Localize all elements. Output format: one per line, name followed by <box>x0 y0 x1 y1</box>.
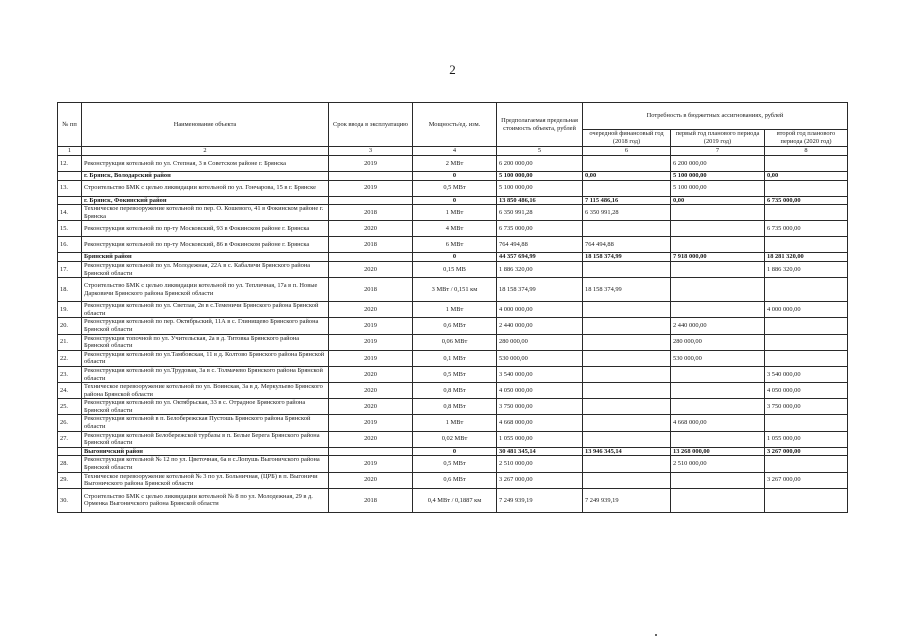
object-name: Реконструкция котельной по ул. Степная, 3 в Советском районе г. Брянска <box>82 156 329 172</box>
need-2020: 1 886 320,00 <box>765 261 848 277</box>
row-number <box>58 447 82 456</box>
commission-year <box>329 253 413 262</box>
column-number: 1 <box>58 147 82 156</box>
need-2018 <box>583 431 671 447</box>
header-2020: второй год планового периода (2020 год) <box>765 130 848 147</box>
object-name: Реконструкция котельной № 12 по ул. Цветочная, 6а в с.Лопушь Выгоничского района Брянской области <box>82 456 329 472</box>
need-2018 <box>583 261 671 277</box>
commission-year: 2019 <box>329 180 413 196</box>
capacity: 0 <box>413 172 497 181</box>
capacity: 0,15 МВ <box>413 261 497 277</box>
object-name: Реконструкция котельной по пр-ту Московский, 86 в Фокинском районе г. Брянска <box>82 237 329 253</box>
commission-year: 2020 <box>329 366 413 382</box>
object-name: Выгоничский район <box>82 447 329 456</box>
object-name: Реконструкция котельной по пер. Октябрьский, 11А в с. Глинищево Брянского района Брянской области <box>82 318 329 334</box>
need-2019: 530 000,00 <box>671 350 765 366</box>
need-2019 <box>671 488 765 512</box>
max-cost: 3 267 000,00 <box>497 472 583 488</box>
need-2020: 3 267 000,00 <box>765 447 848 456</box>
need-2019 <box>671 261 765 277</box>
row-number: 28. <box>58 456 82 472</box>
need-2018: 7 115 486,16 <box>583 196 671 205</box>
need-2020 <box>765 456 848 472</box>
object-name: Строительство БМК с целью ликвидации котельной по ул. Гончарова, 15 в г. Брянске <box>82 180 329 196</box>
object-name: Реконструкция котельной в п. Белобережская Пустошь Брянского района Брянской области <box>82 415 329 431</box>
header-name: Наименование объекта <box>82 103 329 147</box>
capacity: 6 МВт <box>413 237 497 253</box>
max-cost: 530 000,00 <box>497 350 583 366</box>
need-2018 <box>583 302 671 318</box>
max-cost: 7 249 939,19 <box>497 488 583 512</box>
commission-year: 2020 <box>329 431 413 447</box>
need-2020 <box>765 278 848 302</box>
commission-year <box>329 447 413 456</box>
max-cost: 1 055 000,00 <box>497 431 583 447</box>
header-capacity: Мощность/ед. изм. <box>413 103 497 147</box>
max-cost: 5 100 000,00 <box>497 172 583 181</box>
commission-year: 2018 <box>329 488 413 512</box>
row-number: 15. <box>58 221 82 237</box>
max-cost: 1 886 320,00 <box>497 261 583 277</box>
capacity: 0,4 МВт / 0,1887 км <box>413 488 497 512</box>
max-cost: 6 350 991,28 <box>497 205 583 221</box>
table-row <box>58 278 848 302</box>
need-2019 <box>671 221 765 237</box>
capacity: 0,6 МВт <box>413 472 497 488</box>
max-cost: 2 510 000,00 <box>497 456 583 472</box>
table-body <box>58 156 848 513</box>
max-cost: 44 357 694,99 <box>497 253 583 262</box>
capacity: 0,8 МВт <box>413 399 497 415</box>
header-year: Срок ввода в эксплуатацию <box>329 103 413 147</box>
object-name: Техническое перевооружение котельной № 3 по ул. Больничная, (ЦРБ) в п. Выгоничи Выгоничского района Брянской области <box>82 472 329 488</box>
need-2018 <box>583 415 671 431</box>
need-2019: 2 510 000,00 <box>671 456 765 472</box>
need-2019: 5 100 000,00 <box>671 172 765 181</box>
column-number-row <box>58 147 848 156</box>
table-row <box>58 383 848 399</box>
commission-year: 2019 <box>329 318 413 334</box>
object-name: Реконструкция котельной по ул. Молодежная, 22А в с. Кабаличи Брянского района Брянской области <box>82 261 329 277</box>
need-2019: 280 000,00 <box>671 334 765 350</box>
need-2018 <box>583 180 671 196</box>
table-row <box>58 350 848 366</box>
need-2020: 18 281 320,00 <box>765 253 848 262</box>
capacity: 0,06 МВт <box>413 334 497 350</box>
column-number: 2 <box>82 147 329 156</box>
row-number: 27. <box>58 431 82 447</box>
need-2018: 18 158 374,99 <box>583 278 671 302</box>
row-number: 29. <box>58 472 82 488</box>
object-name: Реконструкция котельной по ул. Светлая, 2в в с.Теменичи Брянского района Брянской области <box>82 302 329 318</box>
commission-year: 2018 <box>329 278 413 302</box>
need-2018 <box>583 472 671 488</box>
need-2020 <box>765 180 848 196</box>
need-2019: 2 440 000,00 <box>671 318 765 334</box>
need-2019: 6 200 000,00 <box>671 156 765 172</box>
row-number: 25. <box>58 399 82 415</box>
need-2020: 0,00 <box>765 172 848 181</box>
row-number: 17. <box>58 261 82 277</box>
table-row <box>58 302 848 318</box>
table-row <box>58 237 848 253</box>
need-2020 <box>765 205 848 221</box>
capacity: 0,5 МВт <box>413 180 497 196</box>
district-subtotal-row <box>58 196 848 205</box>
need-2019: 5 100 000,00 <box>671 180 765 196</box>
scan-speck <box>655 634 657 636</box>
need-2018 <box>583 366 671 382</box>
need-2019 <box>671 383 765 399</box>
table-row <box>58 431 848 447</box>
need-2018 <box>583 350 671 366</box>
row-number: 19. <box>58 302 82 318</box>
need-2018 <box>583 383 671 399</box>
capacity: 0,6 МВт <box>413 318 497 334</box>
commission-year: 2020 <box>329 472 413 488</box>
object-name: Строительство БМК с целью ликвидации котельной № 8 по ул. Молодежная, 29 в д. Орменка Выгоничского района Брянской области <box>82 488 329 512</box>
max-cost: 6 200 000,00 <box>497 156 583 172</box>
max-cost: 6 735 000,00 <box>497 221 583 237</box>
object-name: Строительство БМК с целью ликвидации котельной по ул. Тепличная, 17а в п. Новые Дарковичи Брянского района Брянской области <box>82 278 329 302</box>
header-2019: первый год планового периода (2019 год) <box>671 130 765 147</box>
row-number: 26. <box>58 415 82 431</box>
max-cost: 2 440 000,00 <box>497 318 583 334</box>
need-2018 <box>583 399 671 415</box>
object-name: Техническое перевооружение котельной по ул. Воинская, 3а в д. Меркульево Брянского района Брянской области <box>82 383 329 399</box>
capacity: 2 МВт <box>413 156 497 172</box>
capacity: 0,5 МВт <box>413 366 497 382</box>
max-cost: 764 494,88 <box>497 237 583 253</box>
need-2018: 7 249 939,19 <box>583 488 671 512</box>
row-number <box>58 172 82 181</box>
table-row <box>58 366 848 382</box>
district-subtotal-row <box>58 172 848 181</box>
row-number: 30. <box>58 488 82 512</box>
column-number: 8 <box>765 147 848 156</box>
max-cost: 3 540 000,00 <box>497 366 583 382</box>
need-2020: 1 055 000,00 <box>765 431 848 447</box>
capacity: 0 <box>413 253 497 262</box>
need-2018 <box>583 334 671 350</box>
column-number: 3 <box>329 147 413 156</box>
max-cost: 18 158 374,99 <box>497 278 583 302</box>
commission-year: 2018 <box>329 205 413 221</box>
table-row <box>58 472 848 488</box>
need-2018: 13 946 345,14 <box>583 447 671 456</box>
header-need: Потребность в бюджетных ассигнованиях, рублей <box>583 103 848 130</box>
object-name: Реконструкция котельной Белобережской турбазы в п. Белые Берега Брянского района Брянской области <box>82 431 329 447</box>
max-cost: 4 050 000,00 <box>497 383 583 399</box>
row-number: 21. <box>58 334 82 350</box>
table-row <box>58 456 848 472</box>
object-name: Брянский район <box>82 253 329 262</box>
commission-year <box>329 172 413 181</box>
capacity: 0,5 МВт <box>413 456 497 472</box>
need-2019 <box>671 205 765 221</box>
column-number: 4 <box>413 147 497 156</box>
row-number: 14. <box>58 205 82 221</box>
max-cost: 280 000,00 <box>497 334 583 350</box>
table-row <box>58 334 848 350</box>
capacity: 1 МВт <box>413 415 497 431</box>
need-2019 <box>671 472 765 488</box>
column-number: 6 <box>583 147 671 156</box>
table-row <box>58 205 848 221</box>
commission-year: 2018 <box>329 237 413 253</box>
commission-year: 2020 <box>329 221 413 237</box>
need-2018: 764 494,88 <box>583 237 671 253</box>
object-name: г. Брянск, Фокинский район <box>82 196 329 205</box>
need-2020: 6 735 000,00 <box>765 196 848 205</box>
object-name: Реконструкция топочной по ул. Учительская, 2а в д. Титовка Брянского района Брянской области <box>82 334 329 350</box>
need-2020: 3 267 000,00 <box>765 472 848 488</box>
row-number: 16. <box>58 237 82 253</box>
max-cost: 3 750 000,00 <box>497 399 583 415</box>
need-2019: 13 268 000,00 <box>671 447 765 456</box>
object-name: Реконструкция котельной по пр-ту Московский, 93 в Фокинском районе г. Брянска <box>82 221 329 237</box>
table-row <box>58 488 848 512</box>
need-2019 <box>671 431 765 447</box>
max-cost: 5 100 000,00 <box>497 180 583 196</box>
capacity: 4 МВт <box>413 221 497 237</box>
column-number: 7 <box>671 147 765 156</box>
max-cost: 4 668 000,00 <box>497 415 583 431</box>
object-name: Техническое перевооружение котельной по пер. О. Кошевого, 41 в Фокинском районе г. Брянска <box>82 205 329 221</box>
capacity: 0 <box>413 447 497 456</box>
need-2019 <box>671 237 765 253</box>
commission-year: 2019 <box>329 156 413 172</box>
need-2018: 0,00 <box>583 172 671 181</box>
need-2019 <box>671 278 765 302</box>
need-2019: 4 668 000,00 <box>671 415 765 431</box>
commission-year: 2019 <box>329 415 413 431</box>
commission-year <box>329 196 413 205</box>
row-number: 20. <box>58 318 82 334</box>
commission-year: 2020 <box>329 261 413 277</box>
capacity: 3 МВт / 0,151 км <box>413 278 497 302</box>
need-2020 <box>765 318 848 334</box>
need-2020 <box>765 415 848 431</box>
page-number: 2 <box>449 62 456 77</box>
row-number <box>58 196 82 205</box>
commission-year: 2020 <box>329 399 413 415</box>
need-2020: 4 050 000,00 <box>765 383 848 399</box>
table-row <box>58 180 848 196</box>
capacity: 0 <box>413 196 497 205</box>
budget-table <box>57 102 848 513</box>
need-2019: 7 918 000,00 <box>671 253 765 262</box>
capacity: 0,02 МВт <box>413 431 497 447</box>
row-number: 23. <box>58 366 82 382</box>
need-2020 <box>765 237 848 253</box>
max-cost: 30 481 345,14 <box>497 447 583 456</box>
need-2020: 4 000 000,00 <box>765 302 848 318</box>
table-row <box>58 318 848 334</box>
need-2020: 3 750 000,00 <box>765 399 848 415</box>
row-number: 24. <box>58 383 82 399</box>
need-2018 <box>583 318 671 334</box>
header-cost: Предполагаемая предельная стоимость объекта, рублей <box>497 103 583 147</box>
need-2019 <box>671 399 765 415</box>
need-2020 <box>765 488 848 512</box>
commission-year: 2019 <box>329 350 413 366</box>
capacity: 1 МВт <box>413 302 497 318</box>
need-2018: 18 158 374,99 <box>583 253 671 262</box>
district-subtotal-row <box>58 253 848 262</box>
max-cost: 4 000 000,00 <box>497 302 583 318</box>
table-row <box>58 156 848 172</box>
capacity: 0,8 МВт <box>413 383 497 399</box>
need-2020 <box>765 156 848 172</box>
table-row <box>58 415 848 431</box>
commission-year: 2020 <box>329 383 413 399</box>
commission-year: 2020 <box>329 302 413 318</box>
object-name: г. Брянск, Володарский район <box>82 172 329 181</box>
max-cost: 13 850 486,16 <box>497 196 583 205</box>
row-number: 18. <box>58 278 82 302</box>
row-number: 13. <box>58 180 82 196</box>
need-2018: 6 350 991,28 <box>583 205 671 221</box>
row-number <box>58 253 82 262</box>
column-number: 5 <box>497 147 583 156</box>
need-2019 <box>671 302 765 318</box>
capacity: 0,1 МВт <box>413 350 497 366</box>
table-row <box>58 261 848 277</box>
header-number: № пп <box>58 103 82 147</box>
row-number: 22. <box>58 350 82 366</box>
need-2020: 3 540 000,00 <box>765 366 848 382</box>
row-number: 12. <box>58 156 82 172</box>
capacity: 1 МВт <box>413 205 497 221</box>
commission-year: 2019 <box>329 456 413 472</box>
need-2019: 0,00 <box>671 196 765 205</box>
district-subtotal-row <box>58 447 848 456</box>
need-2018 <box>583 456 671 472</box>
need-2020 <box>765 334 848 350</box>
object-name: Реконструкция котельной по ул.Трудовая, 3а в с. Толмачево Брянского района Брянской области <box>82 366 329 382</box>
header-2018: очередной финансовый год (2018 год) <box>583 130 671 147</box>
table-row <box>58 399 848 415</box>
need-2018 <box>583 156 671 172</box>
need-2020 <box>765 350 848 366</box>
need-2018 <box>583 221 671 237</box>
table-row <box>58 221 848 237</box>
commission-year: 2019 <box>329 334 413 350</box>
need-2020: 6 735 000,00 <box>765 221 848 237</box>
need-2019 <box>671 366 765 382</box>
object-name: Реконструкция котельной по ул. Октябрьская, 33 в с. Отрадное Брянского района Брянской области <box>82 399 329 415</box>
object-name: Реконструкция котельной по ул.Тамбовская, 11 в д. Колтово Брянского района Брянской области <box>82 350 329 366</box>
